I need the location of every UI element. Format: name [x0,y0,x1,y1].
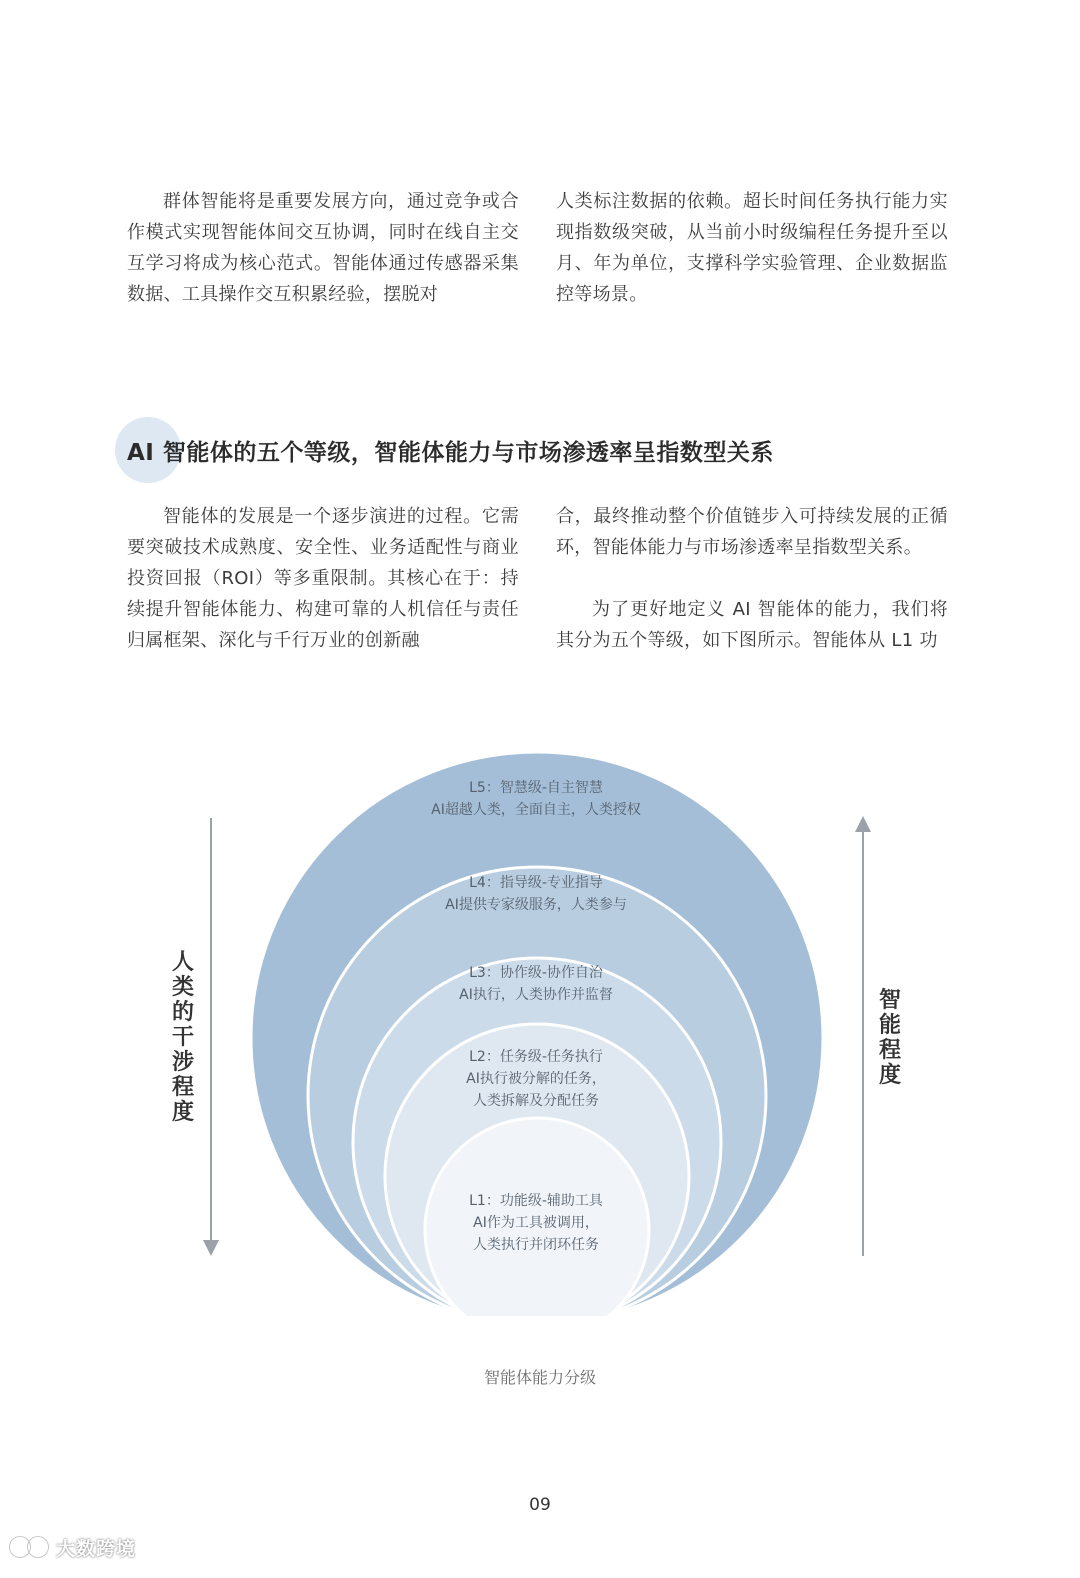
level-2-label [406,1046,666,1112]
left-axis-label: 人类的干涉程度 [171,950,194,1125]
level-4-label [406,872,666,916]
paragraph-col1-mid: 智能体的发展是一个逐步演进的过程。它需要突破技术成熟度、安全性、业务适配性与商业投资回报（ROI）等多重限制。其核心在于：持续提升智能体能力、构建可靠的人机信任与责任归属框架、深化与千行万业的创新融 [127,506,519,651]
level-2-desc-line2: 人类拆解及分配任务 [473,1093,599,1109]
level-4-desc: AI提供专家级服务，人类参与 [445,897,627,913]
level-4-title: L4：指导级-专业指导 [469,875,603,891]
right-axis-label: 智能程度 [878,988,901,1088]
level-1-desc-line1: AI作为工具被调用， [473,1215,599,1231]
watermark [8,1530,136,1564]
level-1-label [406,1190,666,1256]
level-3-desc: AI执行，人类协作并监督 [459,987,613,1003]
paragraph-col1-top: 群体智能将是重要发展方向，通过竞争或合作模式实现智能体间交互协调，同时在线自主交互学习将成为核心范式。智能体通过传感器采集数据、工具操作交互积累经验，摆脱对 [127,191,519,305]
paragraph-col2-bottom: 为了更好地定义 AI 智能体的能力，我们将其分为五个等级，如下图所示。智能体从 L1 功 [556,599,948,651]
level-1-title: L1：功能级-辅助工具 [469,1193,603,1209]
paragraph-col2-top: 人类标注数据的依赖。超长时间任务执行能力实现指数级突破，从当前小时级编程任务提升至以月、年为单位，支撑科学实验管理、企业数据监控等场景。 [556,191,948,305]
watermark-text: 大数跨境 [56,1537,137,1560]
level-1-desc-line2: 人类执行并闭环任务 [473,1237,599,1253]
paragraph-col2-mid: 合，最终推动整个价值链步入可持续发展的正循环，智能体能力与市场渗透率呈指数型关系。 [556,506,948,558]
watermark-logo-icon [8,1532,52,1562]
level-5-desc: AI超越人类，全面自主，人类授权 [431,802,641,818]
level-5-title: L5：智慧级-自主智慧 [469,780,603,796]
page-number: 09 [529,1495,551,1515]
level-3-title: L3：协作级-协作自治 [469,965,603,981]
section-heading-text: AI 智能体的五个等级，智能体能力与市场渗透率呈指数型关系 [127,440,774,466]
figure-caption: 智能体能力分级 [483,1368,596,1387]
level-5-label [406,777,666,821]
level-2-title: L2：任务级-任务执行 [469,1049,603,1065]
level-2-desc-line1: AI执行被分解的任务， [466,1071,606,1087]
level-3-label [406,962,666,1006]
